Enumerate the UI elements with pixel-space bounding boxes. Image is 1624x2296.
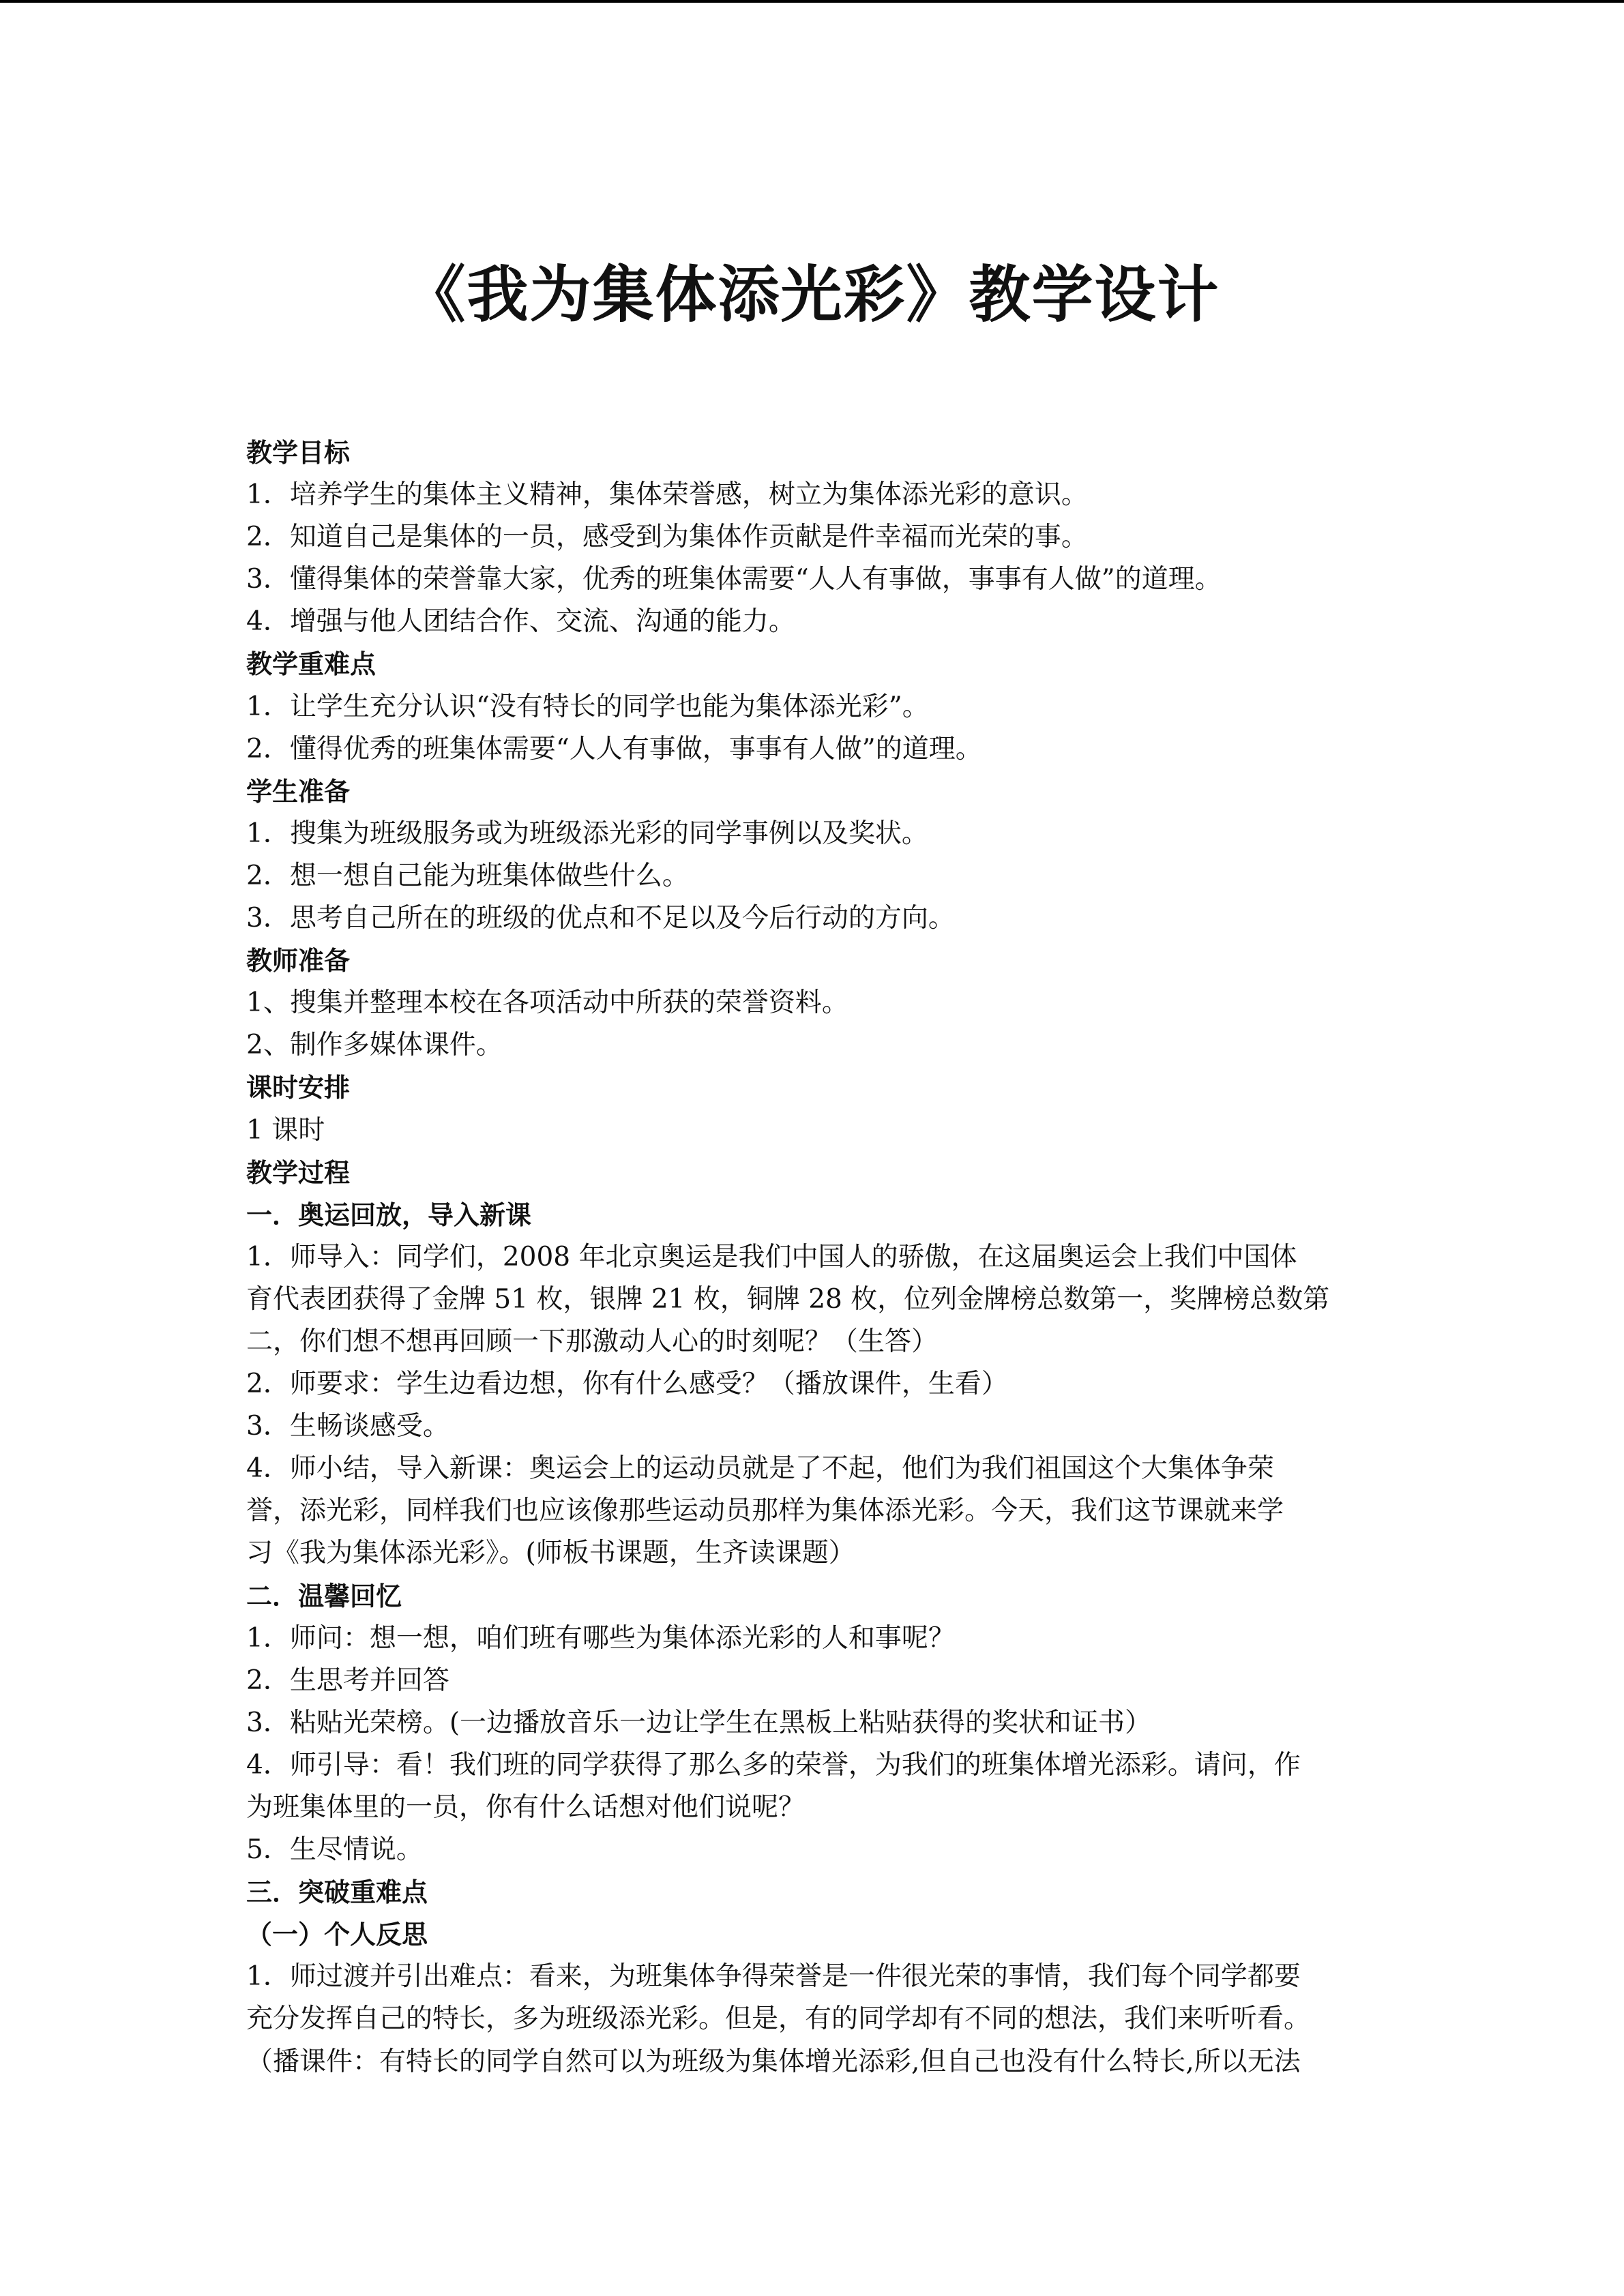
section-heading: 教学过程 — [246, 1157, 351, 1188]
paragraph-line: 誉，添光彩，同样我们也应该像那些运动员那样为集体添光彩。今天，我们这节课就来学 — [246, 1495, 1284, 1527]
section-heading: 二．温馨回忆 — [246, 1581, 402, 1611]
paragraph-line: （播课件：有特长的同学自然可以为班级为集体增光添彩,但自己也没有什么特长,所以无法 — [246, 2046, 1301, 2077]
paragraph-line: 2．生思考并回答 — [246, 1665, 449, 1696]
paragraph-line: 4．师小结，导入新课：奥运会上的运动员就是了不起，他们为我们祖国这个大集体争荣 — [246, 1453, 1274, 1485]
paragraph-line: 1．培养学生的集体主义精神，集体荣誉感，树立为集体添光彩的意识。 — [246, 479, 1088, 511]
paragraph-line: 1．让学生充分认识“没有特长的同学也能为集体添光彩”。 — [246, 691, 929, 722]
paragraph-line: 育代表团获得了金牌 51 枚，银牌 21 枚，铜牌 28 枚，位列金牌榜总数第一，奖牌榜总数第 — [246, 1283, 1330, 1315]
paragraph-line: 二，你们想不想再回顾一下那激动人心的时刻呢？（生答） — [246, 1326, 939, 1357]
paragraph-line: 1．师过渡并引出难点：看来，为班集体争得荣誉是一件很光荣的事情，我们每个同学都要 — [246, 1961, 1301, 1993]
section-heading: （一）个人反思 — [246, 1920, 428, 1950]
top-border-line — [0, 0, 1624, 3]
document-title: 《我为集体添光彩》教学设计 — [404, 258, 1220, 331]
paragraph-line: 1、搜集并整理本校在各项活动中所获的荣誉资料。 — [246, 987, 848, 1019]
paragraph-line: 充分发挥自己的特长，多为班级添光彩。但是，有的同学却有不同的想法，我们来听听看。 — [246, 2003, 1311, 2035]
paragraph-line: 3．懂得集体的荣誉靠大家，优秀的班集体需要“人人有事做，事事有人做”的道理。 — [246, 564, 1222, 595]
paragraph-line: 5．生尽情说。 — [246, 1834, 423, 1866]
section-heading: 课时安排 — [246, 1073, 351, 1103]
section-heading: 三．突破重难点 — [246, 1877, 428, 1908]
section-heading: 学生准备 — [246, 776, 351, 807]
paragraph-line: 3．粘贴光荣榜。(一边播放音乐一边让学生在黑板上粘贴获得的奖状和证书） — [246, 1707, 1152, 1738]
paragraph-line: 2．想一想自己能为班集体做些什么。 — [246, 860, 689, 891]
paragraph-line: 为班集体里的一员，你有什么话想对他们说呢？ — [246, 1792, 806, 1823]
paragraph-line: 2．知道自己是集体的一员，感受到为集体作贡献是件幸福而光荣的事。 — [246, 522, 1088, 553]
paragraph-line: 2．师要求：学生边看边想，你有什么感受？（播放课件，生看） — [246, 1369, 1008, 1400]
paragraph-line: 1．师问：想一想，咱们班有哪些为集体添光彩的人和事呢？ — [246, 1622, 955, 1654]
paragraph-line: 4．增强与他人团结合作、交流、沟通的能力。 — [246, 606, 795, 638]
paragraph-line: 1 课时 — [246, 1114, 325, 1146]
paragraph-line: 3．生畅谈感受。 — [246, 1411, 449, 1442]
paragraph-line: 4．师引导：看！我们班的同学获得了那么多的荣誉，为我们的班集体增光添彩。请问，作 — [246, 1749, 1301, 1780]
section-heading: 一．奥运回放，导入新课 — [246, 1199, 532, 1230]
section-heading: 教学重难点 — [246, 649, 377, 680]
section-heading: 教师准备 — [246, 946, 351, 976]
section-heading: 教学目标 — [246, 438, 351, 468]
paragraph-line: 习《我为集体添光彩》。(师板书课题，生齐读课题） — [246, 1538, 855, 1569]
paragraph-line: 2、制作多媒体课件。 — [246, 1030, 503, 1061]
paragraph-line: 1．师导入：同学们，2008 年北京奥运是我们中国人的骄傲，在这届奥运会上我们中国体 — [246, 1241, 1297, 1272]
paragraph-line: 3．思考自己所在的班级的优点和不足以及今后行动的方向。 — [246, 903, 955, 934]
document-body — [246, 432, 1380, 2083]
paragraph-line: 2．懂得优秀的班集体需要“人人有事做，事事有人做”的道理。 — [246, 733, 982, 764]
paragraph-line: 1．搜集为班级服务或为班级添光彩的同学事例以及奖状。 — [246, 818, 928, 849]
